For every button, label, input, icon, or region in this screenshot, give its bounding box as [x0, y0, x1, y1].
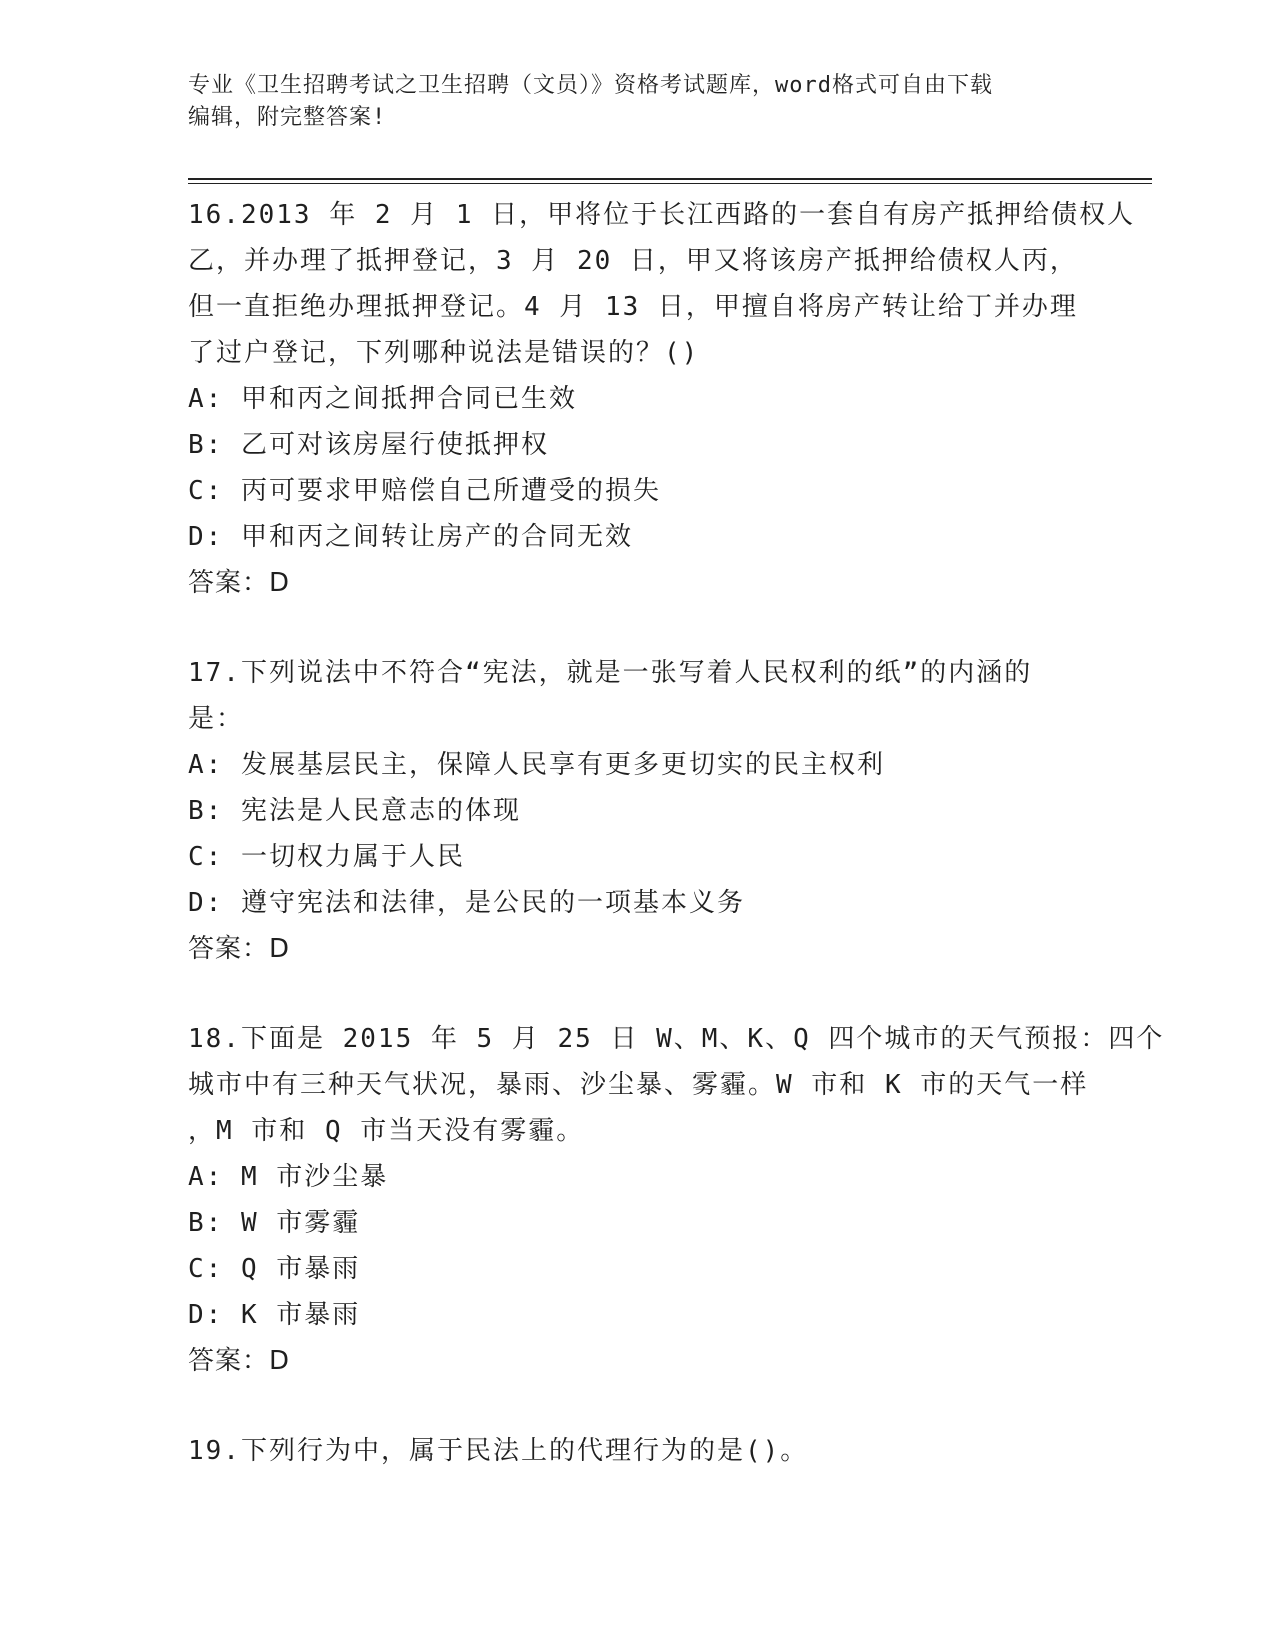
question-spacer	[188, 972, 1088, 1016]
question-18	[188, 1016, 1165, 1384]
page-header	[188, 70, 1088, 134]
question-stem-line: 城市中有三种天气状况，暴雨、沙尘暴、雾霾。W 市和 K 市的天气一样	[188, 1070, 1089, 1100]
question-stem-line: 但一直拒绝办理抵押登记。4 月 13 日，甲擅自将房产转让给丁并办理	[188, 292, 1078, 322]
header-line: 编辑，附完整答案!	[188, 105, 387, 130]
question-list	[188, 192, 1165, 1474]
answer-line: 答案：D	[188, 1346, 291, 1376]
question-19	[188, 1428, 1088, 1474]
question-stem-line: 乙，并办理了抵押登记，3 月 20 日，甲又将该房产抵押给债权人丙，	[188, 246, 1078, 276]
question-16	[188, 192, 1136, 606]
question-stem-line: ，M 市和 Q 市当天没有雾霾。	[188, 1116, 585, 1146]
question-stem-line: 17.下列说法中不符合“宪法，就是一张写着人民权利的纸”的内涵的	[188, 658, 1033, 688]
answer-line: 答案：D	[188, 934, 291, 964]
option-a: A: 甲和丙之间抵押合同已生效	[188, 384, 577, 414]
question-spacer	[188, 606, 1088, 650]
question-stem-line: 19.下列行为中，属于民法上的代理行为的是()。	[188, 1436, 809, 1466]
option-b: B: W 市雾霾	[188, 1208, 361, 1238]
header-divider-thin	[188, 183, 1152, 184]
option-a: A: M 市沙尘暴	[188, 1162, 389, 1192]
question-stem-line: 16.2013 年 2 月 1 日，甲将位于长江西路的一套自有房产抵押给债权人	[188, 200, 1136, 230]
option-d: D: 遵守宪法和法律，是公民的一项基本义务	[188, 888, 745, 918]
option-b: B: 乙可对该房屋行使抵押权	[188, 430, 549, 460]
option-d: D: 甲和丙之间转让房产的合同无效	[188, 522, 633, 552]
question-stem-line: 了过户登记，下列哪种说法是错误的？()	[188, 338, 700, 368]
option-c: C: 一切权力属于人民	[188, 842, 465, 872]
question-17	[188, 650, 1088, 972]
option-a: A: 发展基层民主，保障人民享有更多更切实的民主权利	[188, 750, 885, 780]
question-spacer	[188, 1384, 1088, 1428]
option-c: C: 丙可要求甲赔偿自己所遭受的损失	[188, 476, 661, 506]
header-line: 专业《卫生招聘考试之卫生招聘（文员）》资格考试题库，word格式可自由下载	[188, 73, 993, 98]
answer-line: 答案：D	[188, 568, 291, 598]
option-b: B: 宪法是人民意志的体现	[188, 796, 521, 826]
question-stem-line: 是：	[188, 704, 245, 734]
option-c: C: Q 市暴雨	[188, 1254, 361, 1284]
question-stem-line: 18.下面是 2015 年 5 月 25 日 W、M、K、Q 四个城市的天气预报：四个	[188, 1024, 1165, 1054]
header-divider-thick	[188, 178, 1152, 180]
option-d: D: K 市暴雨	[188, 1300, 361, 1330]
